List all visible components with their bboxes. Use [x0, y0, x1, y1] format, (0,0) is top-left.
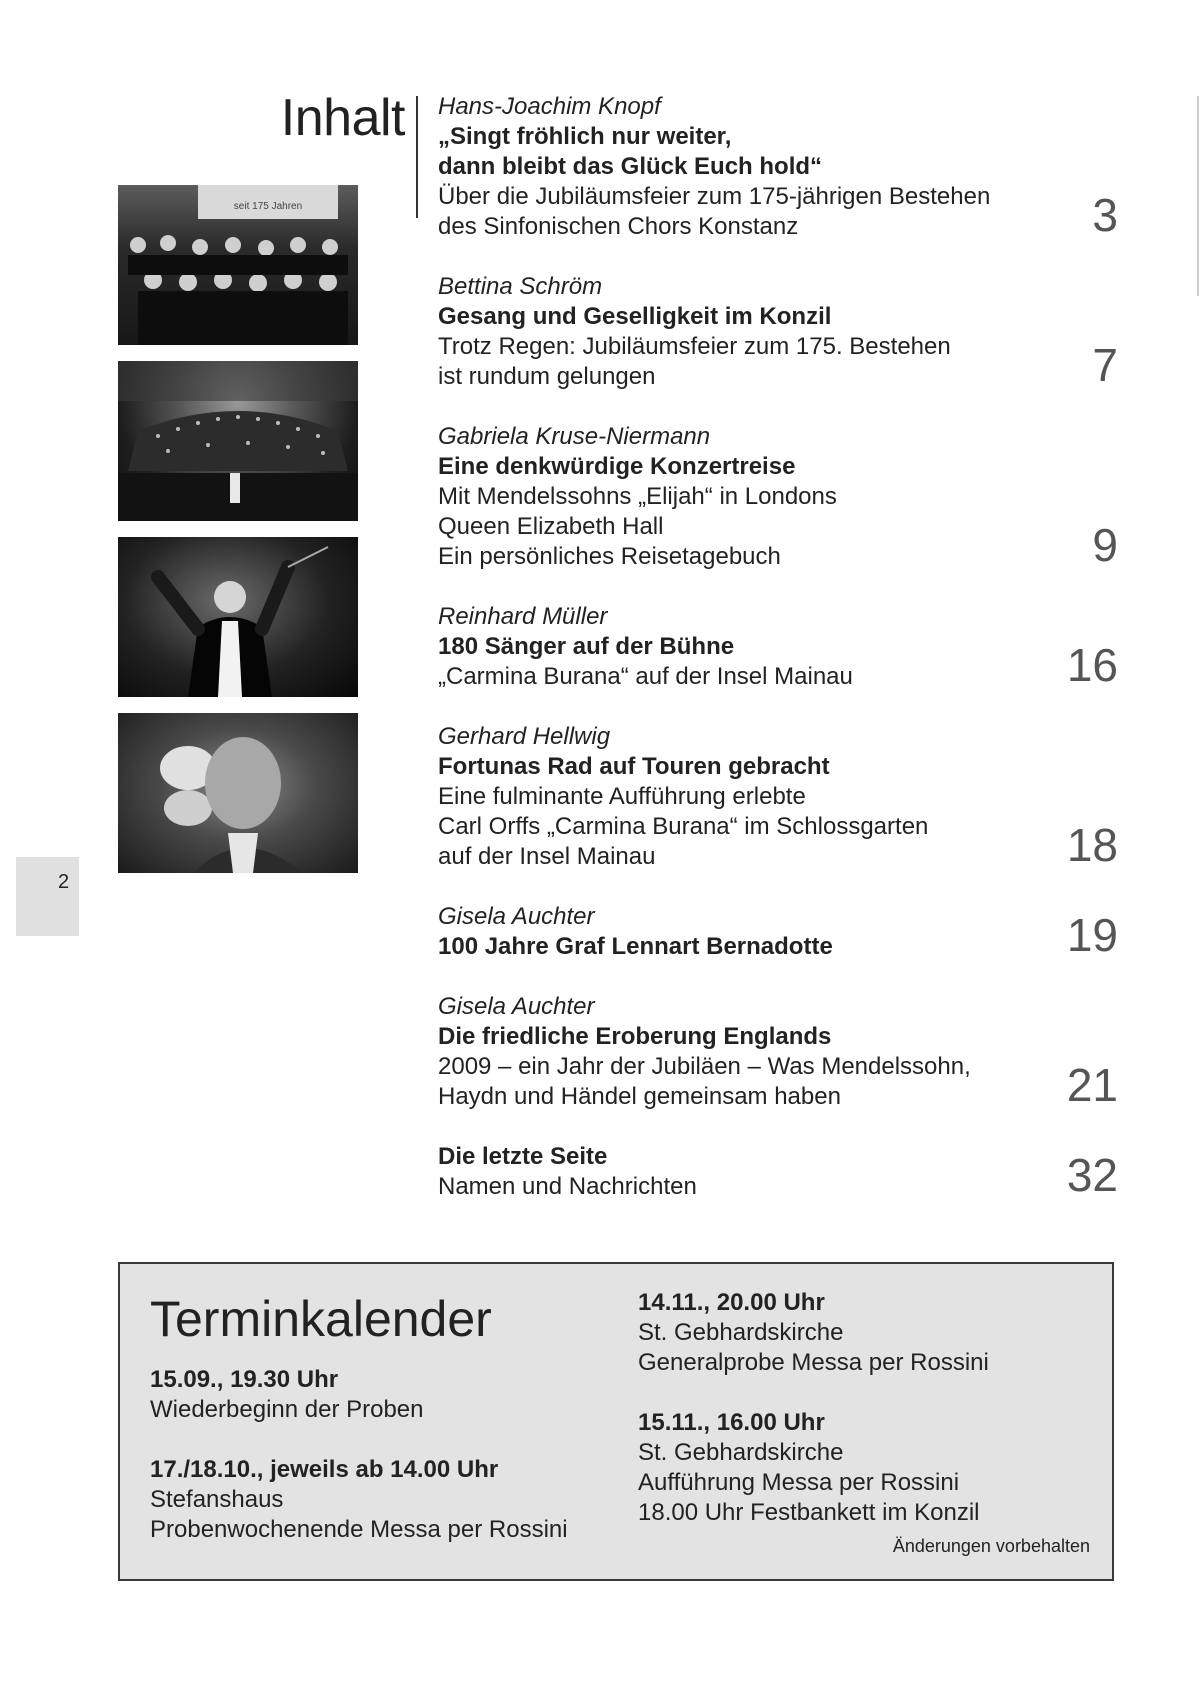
- event-calendar: [118, 1262, 1114, 1581]
- toc-title: Die friedliche Eroberung Englands: [438, 1023, 832, 1050]
- page-number: 2: [58, 871, 70, 893]
- toc-subtitle: Carl Orffs „Carmina Burana“ im Schlossgarten: [438, 813, 929, 840]
- toc-page-number: 16: [1066, 639, 1118, 691]
- page-number-tab: [16, 857, 79, 936]
- event-detail: St. Gebhardskirche: [638, 1439, 844, 1466]
- choir-banner-text: seit 175 Jahren: [233, 201, 303, 212]
- toc-entry[interactable]: [438, 92, 1118, 242]
- toc-subtitle: auf der Insel Mainau: [438, 843, 656, 870]
- toc-subtitle: Ein persönliches Reisetagebuch: [438, 543, 781, 570]
- toc-entry[interactable]: [438, 1142, 1118, 1202]
- toc-entry[interactable]: [438, 602, 1118, 692]
- concert-hall-photo: [118, 361, 358, 521]
- toc-page-number: 21: [1066, 1059, 1118, 1111]
- toc-author: Gisela Auchter: [438, 993, 595, 1020]
- calendar-event: [638, 1288, 1088, 1378]
- event-detail: Stefanshaus: [150, 1486, 284, 1513]
- toc-page-number: 18: [1066, 819, 1118, 871]
- toc-subtitle: Eine fulminante Aufführung erlebte: [438, 783, 806, 810]
- toc-entry[interactable]: [438, 902, 1118, 962]
- toc-title: 180 Sänger auf der Bühne: [438, 633, 735, 660]
- choir-photo-graphic: [118, 185, 358, 345]
- toc-title: „Singt fröhlich nur weiter,: [438, 123, 732, 150]
- event-date: 15.09., 19.30 Uhr: [150, 1366, 339, 1393]
- heading-divider: [416, 96, 418, 218]
- toc-page-number: 9: [1092, 519, 1118, 571]
- toc-subtitle: Haydn und Händel gemeinsam haben: [438, 1083, 841, 1110]
- toc-subtitle: Namen und Nachrichten: [438, 1173, 697, 1200]
- toc-subtitle: des Sinfonischen Chors Konstanz: [438, 213, 799, 240]
- toc-subtitle: ist rundum gelungen: [438, 363, 656, 390]
- conductor-graphic: [118, 537, 358, 697]
- toc-title: 100 Jahre Graf Lennart Bernadotte: [438, 933, 833, 960]
- toc-subtitle: „Carmina Burana“ auf der Insel Mainau: [438, 663, 853, 690]
- haydn-portrait-graphic: [118, 713, 358, 873]
- event-detail: St. Gebhardskirche: [638, 1319, 844, 1346]
- event-date: 15.11., 16.00 Uhr: [638, 1409, 825, 1436]
- toc-subtitle: Trotz Regen: Jubiläumsfeier zum 175. Bestehen: [438, 333, 951, 360]
- toc-title: dann bleibt das Glück Euch hold“: [438, 153, 823, 180]
- calendar-right-column: [638, 1288, 1088, 1558]
- toc-title: Die letzte Seite: [438, 1143, 608, 1170]
- event-detail: Aufführung Messa per Rossini: [638, 1469, 960, 1496]
- toc-subtitle: Über die Jubiläumsfeier zum 175-jährigen Bestehen: [438, 183, 991, 210]
- toc-subtitle: Mit Mendelssohns „Elijah“ in Londons: [438, 483, 837, 510]
- toc-entry[interactable]: [438, 992, 1118, 1112]
- event-detail: Wiederbeginn der Proben: [150, 1396, 424, 1423]
- toc-title: Gesang und Geselligkeit im Konzil: [438, 303, 832, 330]
- toc-author: Reinhard Müller: [438, 603, 608, 630]
- toc-author: Gerhard Hellwig: [438, 723, 611, 750]
- calendar-note: Änderungen vorbehalten: [892, 1536, 1090, 1556]
- toc-title: Fortunas Rad auf Touren gebracht: [438, 753, 830, 780]
- concert-hall-graphic: [118, 361, 358, 521]
- conductor-photo: [118, 537, 358, 697]
- toc-subtitle: 2009 – ein Jahr der Jubiläen – Was Mendelssohn,: [438, 1053, 971, 1080]
- toc-page-number: 19: [1066, 909, 1118, 961]
- calendar-event: [150, 1365, 600, 1425]
- toc-author: Bettina Schröm: [438, 273, 603, 300]
- event-detail: Probenwochenende Messa per Rossini: [150, 1516, 568, 1543]
- toc-page-number: 3: [1092, 189, 1118, 241]
- page-heading: Inhalt: [280, 89, 405, 147]
- toc-entry[interactable]: [438, 422, 1118, 572]
- toc-subtitle: Queen Elizabeth Hall: [438, 513, 664, 540]
- calendar-event: [150, 1455, 600, 1545]
- calendar-title: Terminkalender: [150, 1291, 492, 1347]
- event-date: 17./18.10., jeweils ab 14.00 Uhr: [150, 1456, 499, 1483]
- event-detail: Generalprobe Messa per Rossini: [638, 1349, 989, 1376]
- event-detail: 18.00 Uhr Festbankett im Konzil: [638, 1499, 980, 1526]
- toc-page-number: 32: [1066, 1149, 1118, 1201]
- toc-entry[interactable]: [438, 272, 1118, 392]
- toc-author: Gabriela Kruse-Niermann: [438, 423, 711, 450]
- choir-photo: [118, 185, 358, 345]
- calendar-event: [638, 1408, 1088, 1528]
- toc-author: Gisela Auchter: [438, 903, 595, 930]
- haydn-portrait: [118, 713, 358, 873]
- toc-entry[interactable]: [438, 722, 1118, 872]
- edge-rule: [1197, 96, 1199, 296]
- calendar-left-column: [150, 1365, 600, 1575]
- toc-page-number: 7: [1092, 339, 1118, 391]
- event-date: 14.11., 20.00 Uhr: [638, 1289, 825, 1316]
- toc-author: Hans-Joachim Knopf: [438, 93, 661, 120]
- toc-title: Eine denkwürdige Konzertreise: [438, 453, 796, 480]
